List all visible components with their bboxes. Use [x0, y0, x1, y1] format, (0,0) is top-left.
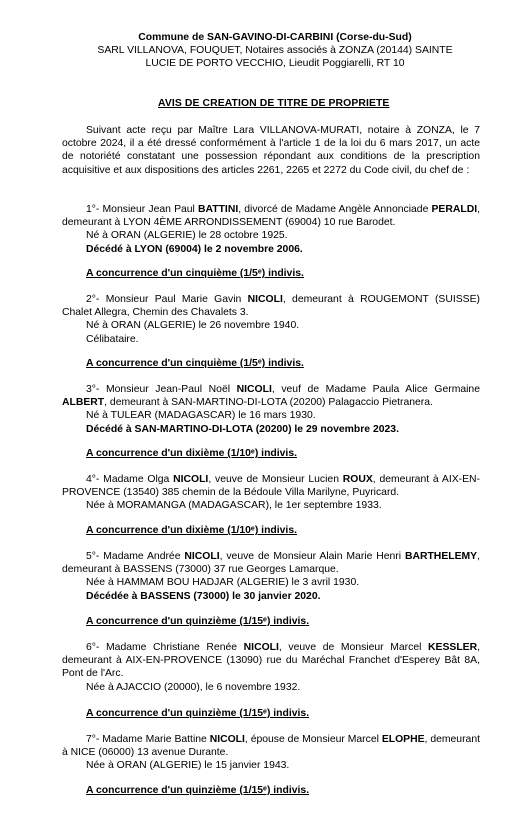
marital-status-line: Célibataire. — [86, 333, 139, 345]
birth-line: Né à TULEAR (MADAGASCAR) le 16 mars 1930. — [86, 410, 316, 422]
person-entry-7 — [62, 733, 480, 773]
share-line-6: A concurrence d'un quinzième (1/15ᵉ) indivis. — [86, 708, 310, 719]
person-entry-6 — [62, 641, 480, 694]
person-entry-3 — [62, 383, 480, 436]
person-entry-2 — [62, 293, 480, 346]
person-surname: NICOLI — [243, 642, 279, 653]
spouse-surname: ELOPHE — [381, 734, 425, 745]
notice-header — [60, 31, 490, 71]
person-entry-1 — [62, 203, 480, 256]
spouse-surname: BARTHELEMY — [404, 551, 478, 562]
share-line-1: A concurrence d'un cinquième (1/5ᵉ) indivis. — [86, 268, 304, 279]
person-description: 2°- Monsieur Paul Marie Gavin NICOLI, demeurant à ROUGEMONT (SUISSE) Chalet Allegra, Chemin des Chavalets 3. — [62, 294, 480, 319]
spouse-surname: PERALDI — [431, 204, 478, 215]
birth-line: Né à ORAN (ALGERIE) le 26 novembre 1940. — [86, 320, 300, 332]
share-line-5: A concurrence d'un quinzième (1/15ᵉ) indivis. — [86, 616, 310, 627]
spouse-surname: ALBERT — [62, 397, 105, 409]
person-description: 6°- Madame Christiane Renée NICOLI, veuve de Monsieur Marcel KESSLER, demeurant à AIX-EN-PROVENCE (13090) rue du Maréchal Franchet d'Esperey Bât 8A, Pont de l'Arc. — [62, 642, 480, 680]
death-line: Décédé à LYON (69004) le 2 novembre 2006. — [86, 243, 303, 255]
person-surname: NICOLI — [247, 294, 283, 305]
person-description: 1°- Monsieur Jean Paul BATTINI, divorcé de Madame Angèle Annonciade PERALDI, demeurant à LYON 4ÈME ARRONDISSEMENT (69004) 10 rue Barodet. — [62, 204, 480, 229]
notaires-line-2: LUCIE DE PORTO VECCHIO, Lieudit Poggiarelli, RT 10 — [145, 58, 405, 70]
commune-heading: Commune de SAN-GAVINO-DI-CARBINI (Corse-du-Sud) — [138, 32, 412, 43]
death-line: Décédé à SAN-MARTINO-DI-LOTA (20200) le 29 novembre 2023. — [86, 423, 399, 435]
person-surname: NICOLI — [236, 384, 272, 395]
person-surname: BATTINI — [198, 204, 239, 215]
person-description: 3°- Monsieur Jean-Paul Noël NICOLI, veuf de Madame Paula Alice Germaine ALBERT, demeurant à SAN-MARTINO-DI-LOTA (20200) Palagaccio Pietranera. — [62, 384, 480, 409]
intro-paragraph: Suivant acte reçu par Maître Lara VILLANOVA-MURATI, notaire à ZONZA, le 7 octobre 2024, il a été dressé conformément à l'article 1 de la loi du 6 mars 2017, un acte de notoriété constatant une possession répondant aux conditions de la prescription acquisitive et aux dispositions des articles 2261, 2265 et 2272 du Code civil, du chef de : — [62, 125, 480, 176]
person-description: 4°- Madame Olga NICOLI, veuve de Monsieur Lucien ROUX, demeurant à AIX-EN-PROVENCE (13540) 385 chemin de la Bédoule Villa Marilyne, Puyricard. — [62, 474, 480, 499]
birth-line: Née à ORAN (ALGERIE) le 15 janvier 1943. — [86, 760, 290, 772]
spouse-surname: KESSLER — [428, 642, 478, 653]
birth-line: Née à MORAMANGA (MADAGASCAR), le 1er septembre 1933. — [86, 500, 382, 512]
person-entry-5 — [62, 550, 480, 603]
birth-line: Née à AJACCIO (20000), le 6 novembre 1932. — [86, 681, 301, 693]
person-entry-4 — [62, 473, 480, 513]
share-line-3: A concurrence d'un dixième (1/10ᵉ) indivis. — [86, 448, 297, 459]
birth-line: Né à ORAN (ALGERIE) le 28 octobre 1925. — [86, 230, 288, 242]
person-surname: NICOLI — [173, 474, 209, 485]
share-line-2: A concurrence d'un cinquième (1/5ᵉ) indivis. — [86, 358, 304, 369]
person-description: 7°- Madame Marie Battine NICOLI, épouse de Monsieur Marcel ELOPHE, demeurant à NICE (06000) 13 avenue Durante. — [62, 734, 480, 759]
share-line-4: A concurrence d'un dixième (1/10ᵉ) indivis. — [86, 525, 297, 536]
notice-title: AVIS DE CREATION DE TITRE DE PROPRIETE — [158, 98, 390, 109]
person-description: 5°- Madame Andrée NICOLI, veuve de Monsieur Alain Marie Henri BARTHELEMY, demeurant à BASSENS (73000) 37 rue Georges Lamarque. — [62, 551, 480, 576]
notaires-line-1: SARL VILLANOVA, FOUQUET, Notaires associés à ZONZA (20144) SAINTE — [97, 45, 453, 57]
death-line: Décédée à BASSENS (73000) le 30 janvier 2020. — [86, 590, 321, 602]
person-surname: NICOLI — [184, 551, 220, 562]
person-surname: NICOLI — [209, 734, 245, 745]
spouse-surname: ROUX — [342, 474, 373, 485]
share-line-7: A concurrence d'un quinzième (1/15ᵉ) indivis. — [86, 785, 310, 796]
birth-line: Née à HAMMAM BOU HADJAR (ALGERIE) le 3 avril 1930. — [86, 577, 360, 589]
